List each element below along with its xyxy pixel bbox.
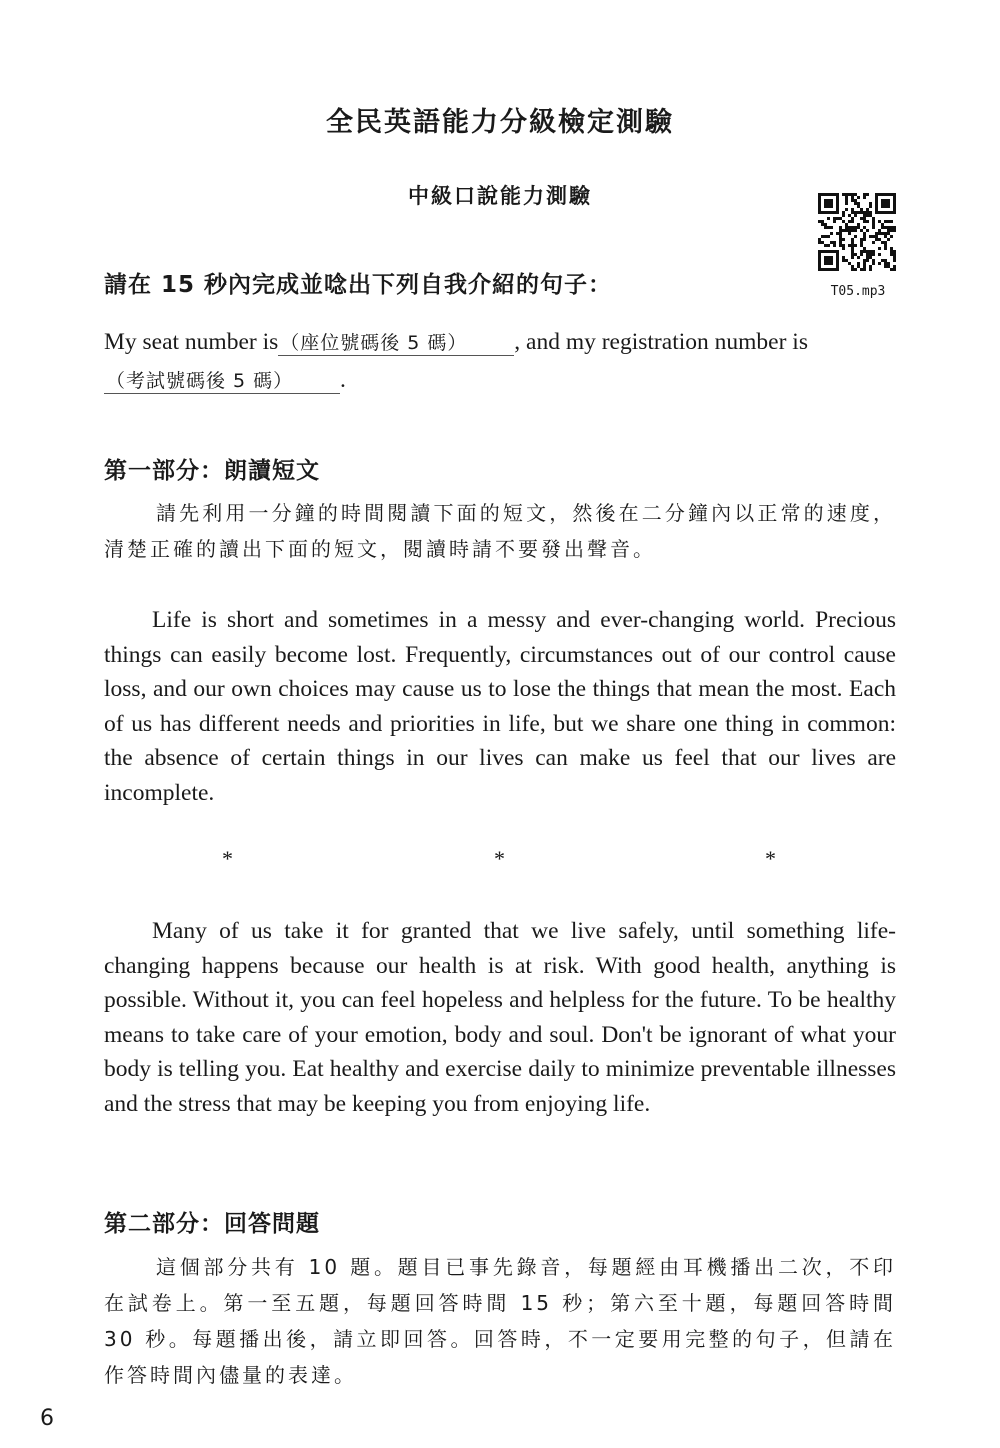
separator-star-1: *: [222, 846, 233, 871]
separator-star-3: *: [765, 846, 776, 871]
separator-star-2: *: [494, 846, 505, 871]
seat-middle-text: , and my registration number is: [514, 329, 808, 355]
audio-file-label: T05.mp3: [830, 284, 886, 299]
seat-prefix: My seat number is: [104, 329, 279, 355]
part2-instructions: 這個部分共有 10 題。題目已事先錄音，每題經由耳機播出二次，不印在試卷上。第一至五題，每題回答時間 15 秒；第六至十題，每題回答時間 30 秒。每題播出後，請立即回答。回答時，不一定要用完整的句子，但請在作答時間內儘量的表達。: [104, 1255, 896, 1387]
registration-number-sentence: [104, 366, 896, 394]
registration-suffix: .: [340, 367, 346, 393]
registration-number-blank: （考試號碼後 5 碼）: [104, 366, 340, 394]
seat-number-sentence: [104, 328, 896, 356]
seat-number-blank: （座位號碼後 5 碼）: [278, 328, 514, 356]
passage-2: Many of us take it for granted that we live safely, until something life-changing happens because our health is at risk. With good health, anything is possible. Without it, you can feel hopeless and helpless for the future. To be healthy means to take care of your emotion, body and soul. Don't be ignorant of what your body is telling you. Eat healthy and exercise daily to minimize preventable illnesses and the stress that may be keeping you from enjoying life.: [104, 918, 896, 1117]
exam-subtitle: 中級口說能力測驗: [408, 184, 592, 208]
part2-heading: 第二部分：回答問題: [104, 1211, 320, 1237]
page-number: 6: [40, 1406, 54, 1431]
exam-title: 全民英語能力分級檢定測驗: [326, 107, 674, 138]
part1-instructions: 請先利用一分鐘的時間閱讀下面的短文，然後在二分鐘內以正常的速度，清楚正確的讀出下面的短文，閱讀時請不要發出聲音。: [104, 501, 896, 561]
qr-code-icon: [818, 193, 896, 271]
passage-1: Life is short and sometimes in a messy and ever-changing world. Precious things can easily become lost. Frequently, circumstances out of our control cause loss, and our own choices may cause us to lose the things that mean the most. Each of us has different needs and priorities in life, but we share one thing in common: the absence of certain things in our lives can make us feel that our lives are incomplete.: [104, 607, 896, 806]
intro-instruction: 請在 15 秒內完成並唸出下列自我介紹的句子：: [104, 272, 613, 298]
part1-heading: 第一部分：朗讀短文: [104, 458, 320, 484]
